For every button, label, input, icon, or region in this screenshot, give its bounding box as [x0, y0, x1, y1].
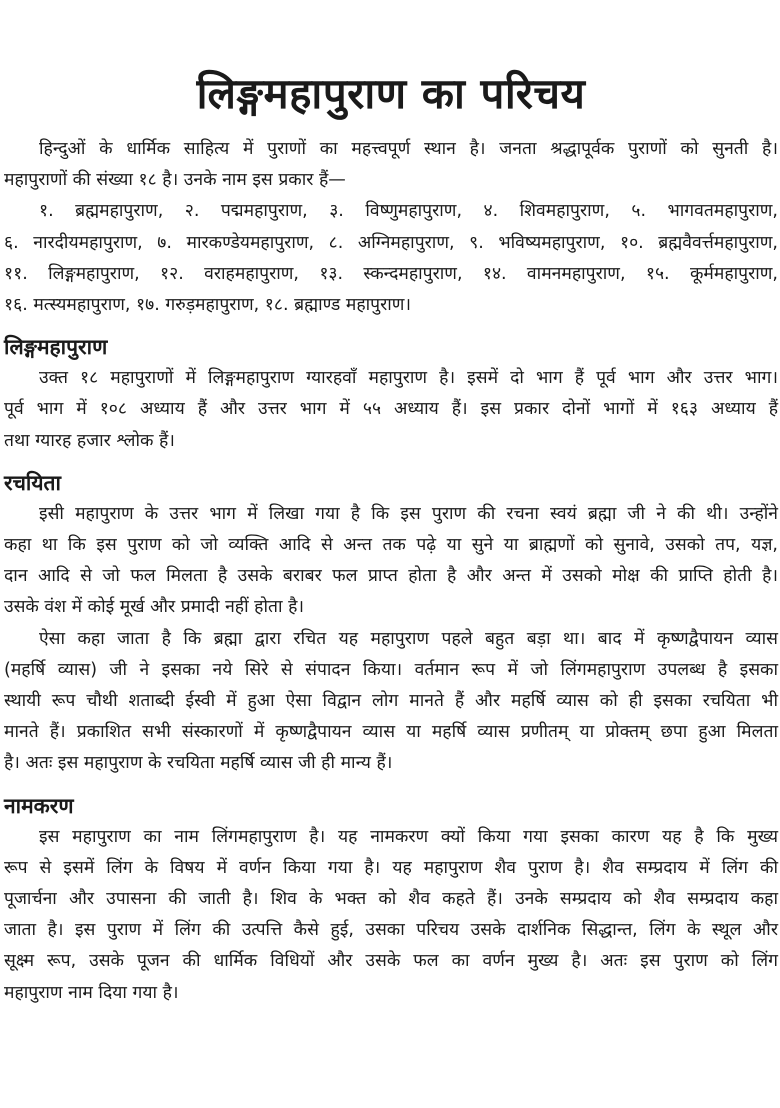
text-line: १६. मत्स्यमहापुराण, १७. गरुड़महापुराण, १८. ब्रह्माण्ड महापुराण।: [4, 295, 412, 316]
section-heading: रचयिता: [4, 470, 61, 495]
paragraph: [4, 624, 778, 780]
intro-section: [4, 134, 778, 321]
section-heading: नामकरण: [4, 793, 74, 818]
text-line: उक्त १८ महापुराणों में लिङ्गमहापुराण ग्यारहवाँ महापुराण है। इसमें दो भाग हैं पूर्व भाग और उत्तर भाग।: [39, 368, 778, 389]
text-line: है। अतः इस महापुराण के रचयिता महर्षि व्यास जी ही मान्य हैं।: [4, 753, 393, 774]
text-line: इसी महापुराण के उत्तर भाग में लिखा गया है कि इस पुराण की रचना स्वयं ब्रह्मा जी ने की थी। उन्होंने: [39, 503, 778, 524]
page-title: लिङ्गमहापुराण का परिचय: [196, 69, 586, 118]
text-line: हिन्दुओं के धार्मिक साहित्य में पुराणों का महत्त्वपूर्ण स्थान है। जनता श्रद्धापूर्वक पुराणों को सुनती है।: [39, 139, 778, 159]
text-line: तथा ग्यारह हजार श्लोक हैं।: [4, 430, 175, 451]
text-line: १. ब्रह्ममहापुराण, २. पद्ममहापुराण, ३. विष्णुमहापुराण, ४. शिवमहापुराण, ५. भागवतमहापुराण,: [39, 201, 778, 222]
text-line: सूक्ष्म रूप, उसके पूजन की धार्मिक विधियों और उसके फल का वर्णन मुख्य है। अतः इस पुराण को लिंग: [4, 951, 778, 972]
section-heading: लिङ्गमहापुराण: [4, 335, 108, 360]
text-line: स्थायी रूप चौथी शताब्दी ईस्वी में हुआ ऐसा विद्वान लोग मानते हैं और महर्षि व्यास को ही इसका रचयिता भी: [4, 691, 778, 712]
text-line: ११. लिङ्गमहापुराण, १२. वराहमहापुराण, १३. स्कन्दमहापुराण, १४. वामनमहापुराण, १५. कूर्ममहापुराण,: [4, 263, 778, 284]
text-line: ऐसा कहा जाता है कि ब्रह्मा द्वारा रचित यह महापुराण पहले बहुत बड़ा था। बाद में कृष्णद्वैपायन व्यास: [39, 628, 778, 649]
text-line: दान आदि से जो फल मिलता है उसके बराबर फल प्राप्त होता है और अन्त में उसको मोक्ष की प्राप्ति होती है।: [4, 566, 778, 587]
paragraph: [4, 196, 778, 321]
paragraph: [4, 499, 778, 624]
paragraph: [4, 134, 778, 196]
text-line: जाता है। इस पुराण में लिंग की उत्पत्ति कैसे हुई, उसका परिचय उसके दार्शनिक सिद्धान्त, लिंग के स्थूल और: [4, 920, 778, 941]
text-line: (महर्षि व्यास) जी ने इसका नये सिरे से संपादन किया। वर्तमान रूप में जो लिंगमहापुराण उपलब्ध है इसका: [4, 659, 778, 680]
text-line: कहा था कि इस पुराण को जो व्यक्ति आदि से अन्त तक पढ़े या सुने या ब्राह्मणों को सुनावे, उसको तप, यज्ञ,: [4, 535, 778, 556]
section: [4, 790, 778, 1009]
paragraph: [4, 363, 778, 457]
text-line: मानते हैं। प्रकाशित सभी संस्कारणों में कृष्णद्वैपायन व्यास या महर्षि व्यास प्रणीतम् या प्रोक्तम् छपा हुआ मिलता: [4, 722, 778, 743]
text-line: महापुराणों की संख्या १८ है। उनके नाम इस प्रकार हैं—: [4, 170, 346, 191]
text-line: रूप से इसमें लिंग के विषय में वर्णन किया गया है। यह महापुराण शैव पुराण है। शैव सम्प्रदाय में लिंग की: [4, 857, 778, 878]
text-line: पूर्व भाग में १०८ अध्याय हैं और उत्तर भाग में ५५ अध्याय हैं। इस प्रकार दोनों भागों में १६३ अध्याय हैं: [4, 399, 778, 420]
text-line: पूजार्चना और उपासना की जाती है। शिव के भक्त को शैव कहते हैं। उनके सम्प्रदाय को शैव सम्प्रदाय कहा: [4, 889, 778, 910]
text-line: महापुराण नाम दिया गया है।: [4, 982, 179, 1003]
section: [4, 331, 778, 457]
text-line: इस महापुराण का नाम लिंगमहापुराण है। यह नामकरण क्यों किया गया इसका कारण यह है कि मुख्य: [39, 826, 778, 847]
section: [4, 467, 778, 780]
paragraph: [4, 822, 778, 1009]
text-line: उसके वंश में कोई मूर्ख और प्रमादी नहीं होता है।: [4, 597, 304, 618]
document-page: [4, 62, 778, 1009]
text-line: ६. नारदीयमहापुराण, ७. मारकण्डेयमहापुराण, ८. अग्निमहापुराण, ९. भविष्यमहापुराण, १०. ब्रह्मवैवर्त्तमहापुराण,: [4, 232, 778, 253]
sections: [4, 331, 778, 1009]
